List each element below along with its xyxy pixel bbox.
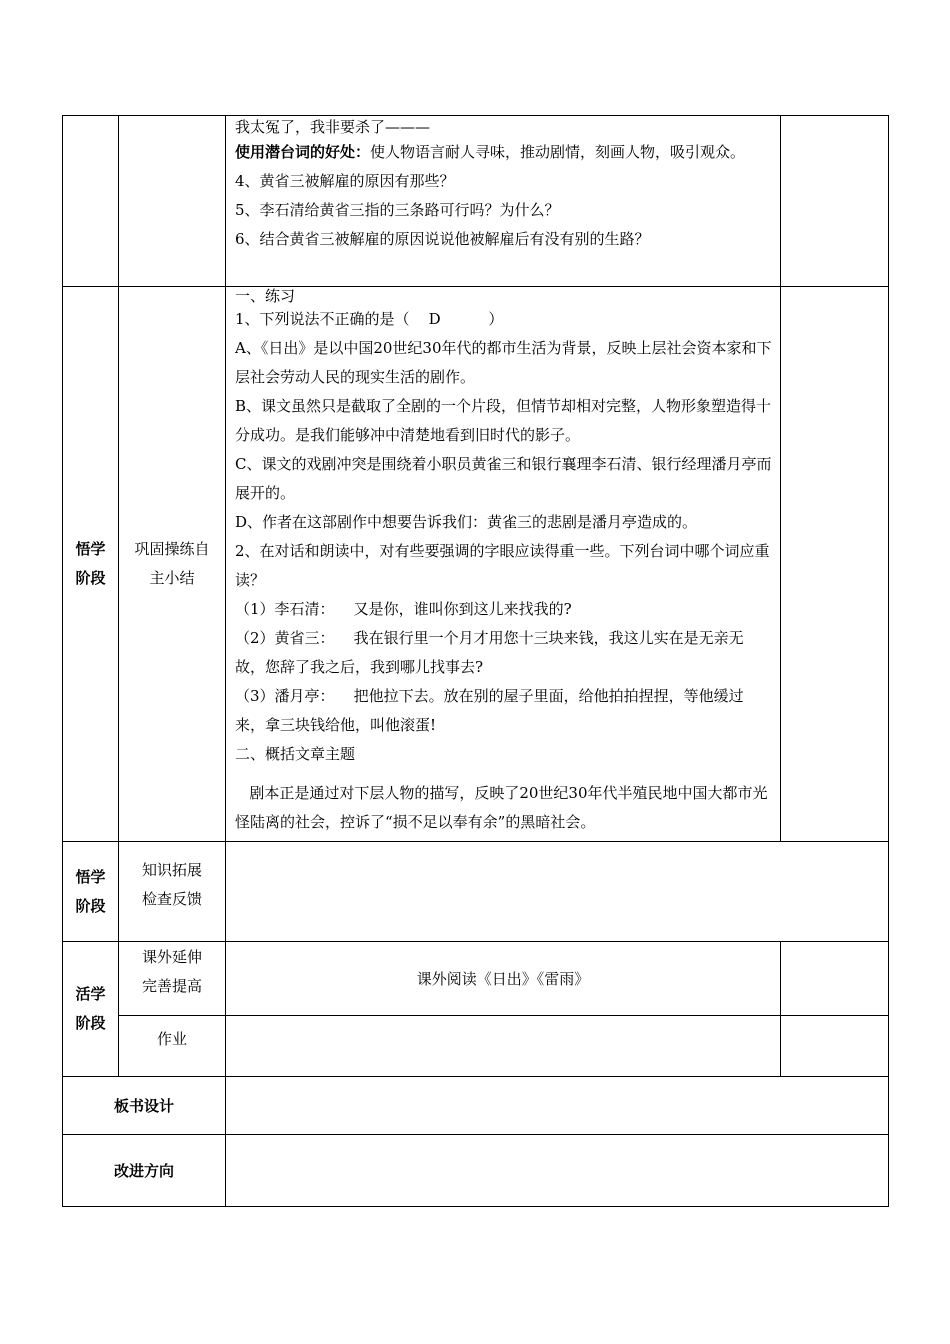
stage-label — [63, 942, 119, 1077]
stage-label-bottom: 阶段 — [75, 569, 106, 587]
text-line: 2、在对话和朗读中，对有些要强调的字眼应读得重一些。下列台词中哪个词应重读？ — [235, 542, 770, 589]
sub-label-bottom: 完善提高 — [141, 977, 202, 995]
board-design-text: 板书设计 — [113, 1097, 174, 1115]
bold-label: 使用潜台词的好处： — [235, 143, 371, 161]
table-row — [63, 287, 889, 842]
notes-cell — [781, 287, 889, 842]
stage-label-bottom: 阶段 — [75, 896, 106, 915]
text-line: 剧本正是通过对下层人物的描写，反映了20世纪30年代半殖民地中国大都市光怪陆离的社会，控诉了“损不足以奉有余”的黑暗社会。 — [235, 784, 768, 831]
reading-assignment: 课外阅读《日出》《雷雨》 — [416, 970, 590, 988]
text-line: 6、结合黄省三被解雇的原因说说他被解雇后有没有别的生路？ — [235, 230, 650, 248]
stage-label-top: 悟学 — [75, 867, 106, 886]
text-line: 我太冤了，我非要杀了——— — [235, 118, 431, 136]
stage-label — [63, 842, 119, 942]
content-cell-empty — [226, 1016, 781, 1077]
text-line — [235, 138, 772, 167]
text-line: （3）潘月亭： 把他拉下去。放在别的屋子里面，给他拍拍捏捏，等他缓过来，拿三块钱给他，叫他滚蛋! — [235, 687, 744, 734]
notes-cell — [781, 942, 889, 1016]
text-line: 5、李石清给黄省三指的三条路可行吗？为什么？ — [235, 201, 560, 219]
text-line: A、《日出》是以中国20世纪30年代的都市生活为背景，反映上层社会资本家和下层社会劳动人民的现实生活的剧作。 — [235, 339, 772, 386]
content-cell-empty — [226, 842, 889, 942]
content-cell-empty — [226, 1135, 889, 1207]
sub-label — [119, 842, 226, 942]
spacer — [235, 769, 772, 779]
board-design-label — [63, 1077, 226, 1135]
sub-label-top: 课外延伸 — [141, 948, 202, 966]
homework-label: 作业 — [156, 1030, 187, 1048]
text-line: 4、黄省三被解雇的原因有那些？ — [235, 172, 455, 190]
text-line: B、课文虽然只是截取了全剧的一个片段，但情节却相对完整，人物形象塑造得十分成功。是我们能够冲中清楚地看到旧时代的影子。 — [235, 397, 772, 444]
text-line: C、课文的戏剧冲突是围绕着小职员黄雀三和银行襄理李石清、银行经理潘月亭而展开的。 — [235, 455, 772, 502]
sub-label-top: 巩固操练自 — [134, 540, 210, 558]
notes-cell — [781, 1016, 889, 1077]
stage-cell-empty — [63, 116, 119, 287]
lesson-plan-table — [62, 115, 889, 1207]
improvement-label — [63, 1135, 226, 1207]
sub-label-bottom: 主小结 — [149, 569, 195, 587]
content-cell — [226, 942, 781, 1016]
sub-label-bottom: 检查反馈 — [141, 890, 202, 908]
table-row — [63, 1077, 889, 1135]
text-line: （2）黄省三： 我在银行里一个月才用您十三块来钱，我这儿实在是无亲无故，您辞了我之后，我到哪儿找事去? — [235, 629, 744, 676]
table-row — [63, 942, 889, 1016]
table-row — [63, 1135, 889, 1207]
content-cell — [226, 287, 781, 842]
table-row — [63, 116, 889, 287]
sub-cell-empty — [119, 116, 226, 287]
sub-label — [119, 942, 226, 1016]
sub-label-homework — [119, 1016, 226, 1077]
stage-label-bottom: 阶段 — [75, 1014, 106, 1032]
text-line: 一、练习 — [235, 287, 296, 305]
improvement-text: 改进方向 — [113, 1162, 174, 1180]
text-line: 二、概括文章主题 — [235, 745, 356, 763]
text-span: 使人物语言耐人寻味，推动剧情，刻画人物，吸引观众。 — [370, 143, 746, 161]
notes-cell — [781, 116, 889, 287]
stage-label — [63, 287, 119, 842]
stage-label-top: 活学 — [75, 985, 106, 1003]
stage-label-top: 悟学 — [75, 540, 106, 558]
table-row — [63, 1016, 889, 1077]
content-cell — [226, 116, 781, 287]
sub-label — [119, 287, 226, 842]
text-line: 1、下列说法不正确的是（ D ） — [235, 310, 504, 328]
content-cell-empty — [226, 1077, 889, 1135]
table-row — [63, 842, 889, 942]
text-line: （1）李石清： 又是你，谁叫你到这儿来找我的? — [235, 600, 572, 618]
sub-label-top: 知识拓展 — [141, 861, 202, 879]
text-line: D、作者在这部剧作中想要告诉我们：黄雀三的悲剧是潘月亭造成的。 — [235, 513, 698, 531]
